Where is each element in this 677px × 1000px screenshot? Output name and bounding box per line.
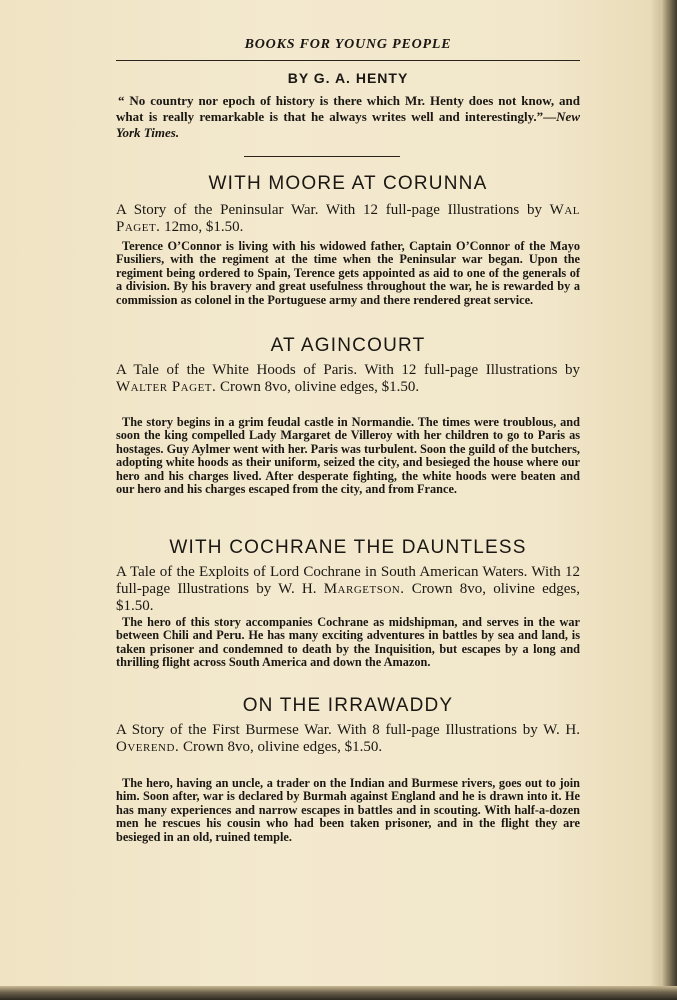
book-subtitle: [116, 202, 580, 236]
subtitle-price: Crown 8vo, olivine edges, $1.50.: [179, 739, 383, 755]
book-subtitle: [116, 362, 580, 396]
subtitle-price: Crown 8vo, olivine edges, $1.50.: [216, 379, 420, 395]
subtitle-text: A Tale of the White Hoods of Paris. With 12 full-page Illustrations by: [116, 362, 580, 378]
illustrator-name: Wal Paget.: [116, 202, 580, 235]
running-head: BOOKS FOR YOUNG PEOPLE: [244, 37, 452, 52]
book-subtitle: [116, 564, 580, 615]
book-description: Terence O’Connor is living with his widowed father, Captain O’Connor of the Mayo Fusiliers, with the regiment at the time when the Peninsular war began. Upon the regiment being ordered to Spain, Terence gets appointed as aid to one of the generals of a division. By his bravery and great usefulness throughout the war, he is rewarded by a commission as colonel in the Portuguese army and there rendered great service.: [116, 239, 580, 307]
subtitle-text: A Story of the First Burmese War. With 8 full-page Illustrations by W. H.: [116, 722, 580, 738]
subtitle-text: A Tale of the Exploits of Lord Cochrane in South American Waters. With 12 full-page Illustrations by W. H.: [116, 564, 580, 597]
page-bottom-edge: [0, 986, 677, 1000]
author-byline: BY G. A. HENTY: [287, 70, 409, 86]
book-subtitle: [116, 722, 580, 756]
subtitle-price: Crown 8vo, olivine edges, $1.50.: [116, 581, 580, 614]
illustrator-name: Margetson.: [323, 581, 405, 597]
illustrator-name: Walter Paget.: [116, 379, 217, 395]
book-title: ON THE IRRAWADDY: [242, 695, 454, 716]
book-description: The hero, having an uncle, a trader on the Indian and Burmese rivers, goes out to join him. Soon after, war is declared by Burmah against England and he is drawn into it. He has many experiences and narrow escapes in battles and in scouting. With half-a-dozen men he rescues his cousin who had been taken prisoner, and in the flight they are besieged in an old, ruined temple.: [116, 776, 580, 844]
subtitle-price: 12mo, $1.50.: [160, 219, 244, 235]
page-gutter-shadow: [661, 0, 677, 1000]
book-description: The story begins in a grim feudal castle in Normandie. The times were troublous, and soon the king compelled Lady Margaret de Villeroy with her children to go to Paris as hostages. Guy Aylmer went with her. Paris was turbulent. Soon the guild of the butchers, adopting white hoods as their uniform, seized the city, and besieged the house where our hero and his charges lived. After desperate fighting, the white hoods were beaten and our hero and his charges escaped from the city, and from France.: [116, 415, 580, 497]
head-rule: [116, 60, 580, 61]
section-rule: [244, 156, 400, 157]
subtitle-text: A Story of the Peninsular War. With 12 full-page Illustrations by: [116, 202, 550, 218]
book-title: WITH MOORE AT CORUNNA: [208, 173, 488, 194]
book-description: The hero of this story accompanies Cochrane as midshipman, and serves in the war between Chili and Peru. He has many exciting adventures in battles by sea and land, is taken prisoner and condemned to death by the Inquisition, but escapes by a long and thrilling flight across South America and down the Amazon.: [116, 615, 580, 670]
quote-text: “ No country nor epoch of history is there which Mr. Henty does not know, and what is really remarkable is that he always writes well and interestingly.”—: [116, 93, 580, 124]
book-title: WITH COCHRANE THE DAUNTLESS: [169, 537, 527, 558]
quote-source: New York Times.: [116, 109, 580, 140]
illustrator-name: Overend.: [116, 739, 180, 755]
book-title: AT AGINCOURT: [270, 335, 426, 356]
review-quote: [116, 93, 580, 141]
